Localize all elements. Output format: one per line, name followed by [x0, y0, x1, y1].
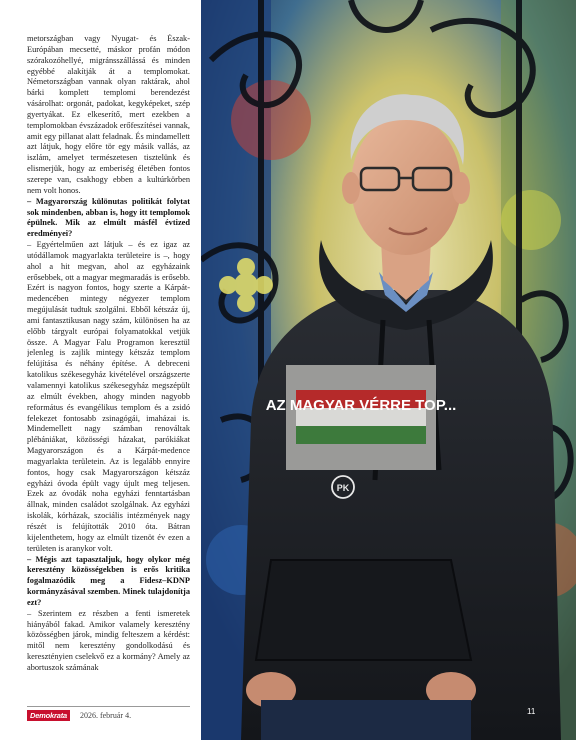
magazine-logo: Demokrata — [27, 710, 70, 721]
issue-date: 2026. február 4. — [79, 710, 132, 720]
paragraph: – Egyértelműen azt látjuk – és ez igaz az utódállamok magyarlakta területeire is –, hogy ahol a hit megvan, ahol az egyházaink erősebbek, ott a magyar megmaradás is erősebb. Ezért is nagyon fontos, hogy szerte a Kárpát-medencében mintegy négyezer templom megújulását tudtuk szolgálni. Ebből kétszáz új, ami fantasztikusan nagy szám, különösen ha az előbb tárgyalt európai folyamatokkal vetjük össze. A Magyar Falu Programon keresztül jelenleg is zajlik mintegy kétszáz templom felújítása és néhány építése. A debreceni katolikus székesegyház kivételével országszerte valamennyi katolikus székesegyház megszépült az elmúlt években, ahogy minden nagyobb református és evangélikus templom és a zsidó felekezet fontosabb zsinagógái, imaházai is. Mindemellett nagy számban renováltak plébániákat, közösségi házakat, parókiákat Magyarországon és a Kárpát-medence magyarlakta területein. Az is legalább ennyire fontos, hogy csak Magyarországon kétszáz egyházi óvoda épült vagy újult meg teljesen. Ezek az óvodák noha egyházi fenntartásban állnak, minden családot szolgálnak. Az egyházi iskolák, kórházak, szociális intézmények nagy részét is felújították 2010 óta. Bátran kijelenthetem, hogy az elmúlt tizenöt év ezen a területen is aranykor volt. — [27, 240, 190, 553]
shirt-text: AZ MAGYAR VÉRRE TOP... — [265, 397, 457, 414]
page-number: 11 — [527, 707, 536, 716]
pk-logo-text: PK — [336, 483, 350, 493]
paragraph: – Szerintem ez részben a fenti ismeretek hiányából fakad. Amikor valamely keresztény közösségben járok, mindig felteszem a kérdést: mitől nem keresztény gondolkodású és keresztényien cselekvő ez a kormány? Amely az abortuszok számának — [27, 608, 190, 672]
page-footer — [27, 706, 190, 720]
shirt-graphic — [286, 365, 436, 470]
paragraph: metországban vagy Nyugat- és Észak-Európában mecsetté, máskor profán módon szórakozóhellyé, migránsszállássá és minden egyébbé alakítják át a templomokat. Németországban vannak olyan raktárak, ahol bárki komplett templomi berendezést vásárolhat: orgonát, padokat, kegyképeket, szép gyertyákat. Ez elkeserítő, mert ezekben a templomokban évszázadok erőfeszítései vannak, amit egy pillanat alatt feladnak. És mindamellett azt látjuk, hogy előre tör egy másik vallás, az iszlám, amelyet természetesen tisztelünk és elismerjük, hogy az emberiség életében fontos szerepe van, csakhogy ebben a kultúrkörben nem volt honos. — [27, 34, 190, 195]
portrait-illustration — [201, 0, 576, 740]
interview-question: – Magyarország különutas politikát folytat sok mindenben, abban is, hogy itt templomok épülnek. Mik az elmúlt másfél évtized eredményei? — [27, 196, 190, 239]
portrait-photo — [201, 0, 576, 740]
article-body — [27, 34, 190, 700]
interview-question: – Mégis azt tapasztaljuk, hogy olykor még keresztény közösségekben is erős kritika fogalmazódik meg a Fidesz–KDNP kormányzásával szemben. Minek tulajdonítja ezt? — [27, 554, 190, 607]
